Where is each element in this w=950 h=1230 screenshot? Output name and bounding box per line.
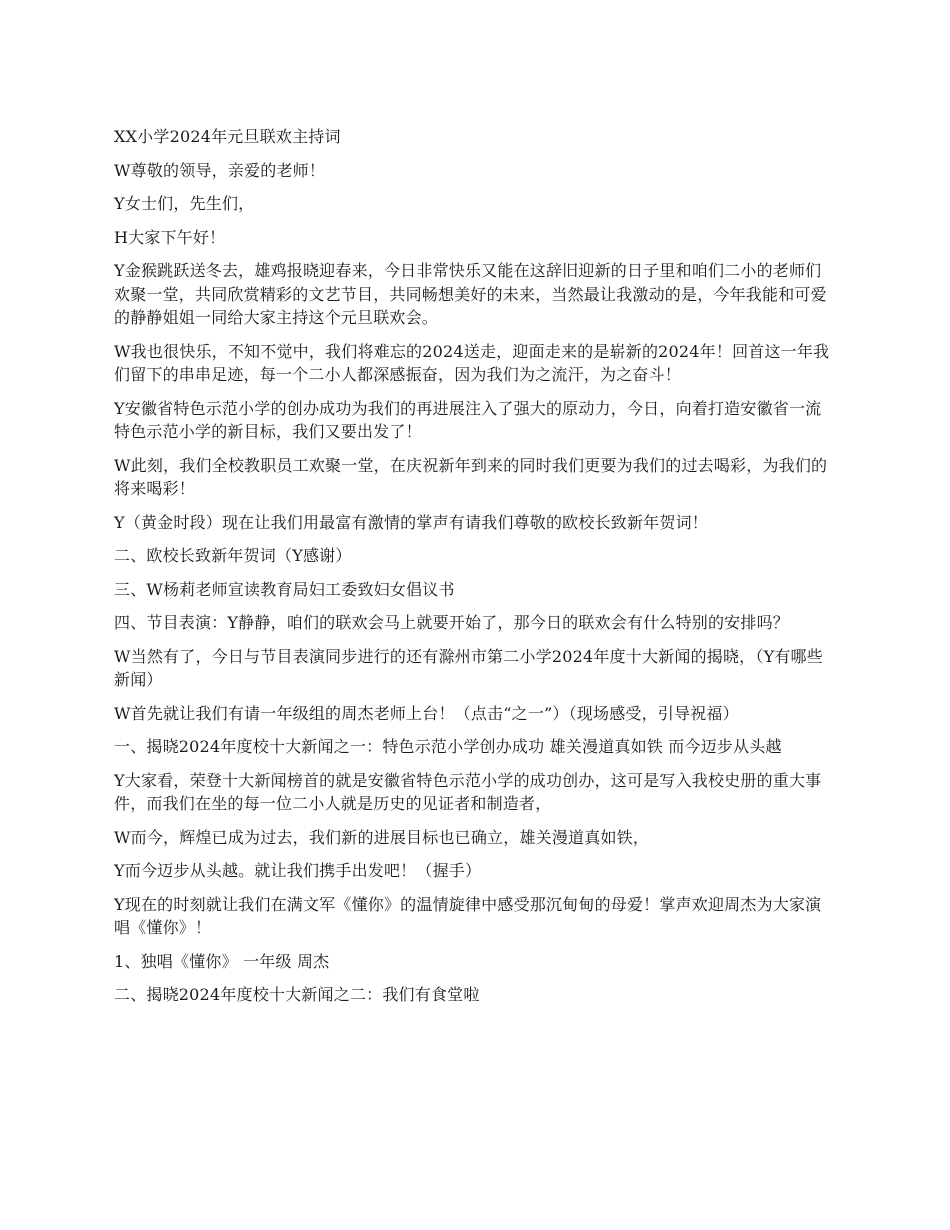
paragraph: H大家下午好！: [114, 227, 226, 247]
program-item: 1、独唱《懂你》 一年级 周杰: [114, 951, 330, 971]
section-heading: 二、欧校长致新年贺词（Y感谢）: [114, 546, 352, 565]
paragraph: Y大家看，荣登十大新闻榜首的就是安徽省特色示范小学的成功创办，这可是写入我校史册的重大事件，而我们在坐的每一位二小人就是历史的见证者和制造者，: [114, 770, 822, 813]
section-heading: 二、揭晓2024年度校十大新闻之二：我们有食堂啦: [114, 985, 480, 1004]
paragraph: Y（黄金时段）现在让我们用最富有激情的掌声有请我们尊敬的欧校长致新年贺词！: [114, 512, 708, 532]
paragraph: W而今，辉煌已成为过去，我们新的进展目标也已确立，雄关漫道真如铁，: [114, 827, 650, 847]
paragraph: W当然有了，今日与节目表演同步进行的还有滁州市第二小学2024年度十大新闻的揭晓，（Y有哪些新闻）: [114, 646, 823, 689]
paragraph: Y金猴跳跃送冬去，雄鸡报晓迎春来，今日非常快乐又能在这辞旧迎新的日子里和咱们二小的老师们欢聚一堂，共同欣赏精彩的文艺节目，共同畅想美好的未来，当然最让我激动的是，今年我能和可爱的静静姐姐一同给大家主持这个元旦联欢会。: [114, 261, 827, 327]
paragraph: Y安徽省特色示范小学的创办成功为我们的再进展注入了强大的原动力，今日，向着打造安徽省一流特色示范小学的新目标，我们又要出发了！: [114, 398, 822, 441]
section-heading: 三、W杨莉老师宣读教育局妇工委致妇女倡议书: [114, 579, 455, 599]
section-heading: 一、揭晓2024年度校十大新闻之一：特色示范小学创办成功 雄关漫道真如铁 而今迈步从头越: [114, 737, 782, 756]
paragraph: W尊敬的领导，亲爱的老师！: [114, 160, 326, 180]
section-heading: 四、节目表演：Y静静，咱们的联欢会马上就要开始了，那今日的联欢会有什么特别的安排吗？: [114, 613, 789, 632]
paragraph: Y女士们，先生们，: [114, 194, 255, 213]
document-title: XX小学2024年元旦联欢主持词: [114, 127, 341, 146]
paragraph: W我也很快乐，不知不觉中，我们将难忘的2024送走，迎面走来的是崭新的2024年！回首这一年我们留下的串串足迹，每一个二小人都深感振奋，因为我们为之流汗，为之奋斗！: [114, 341, 830, 384]
paragraph: Y而今迈步从头越。就让我们携手出发吧！（握手）: [114, 861, 482, 880]
paragraph: W此刻，我们全校教职员工欢聚一堂，在庆祝新年到来的同时我们更要为我们的过去喝彩，为我们的将来喝彩！: [114, 455, 828, 498]
document-body: [114, 125, 836, 1017]
paragraph: Y现在的时刻就让我们在满文军《懂你》的温情旋律中感受那沉甸甸的母爱！掌声欢迎周杰为大家演唱《懂你》！: [114, 894, 822, 937]
paragraph: W首先就让我们有请一年级组的周杰老师上台！（点击“之一”）（现场感受，引导祝福）: [114, 703, 739, 723]
